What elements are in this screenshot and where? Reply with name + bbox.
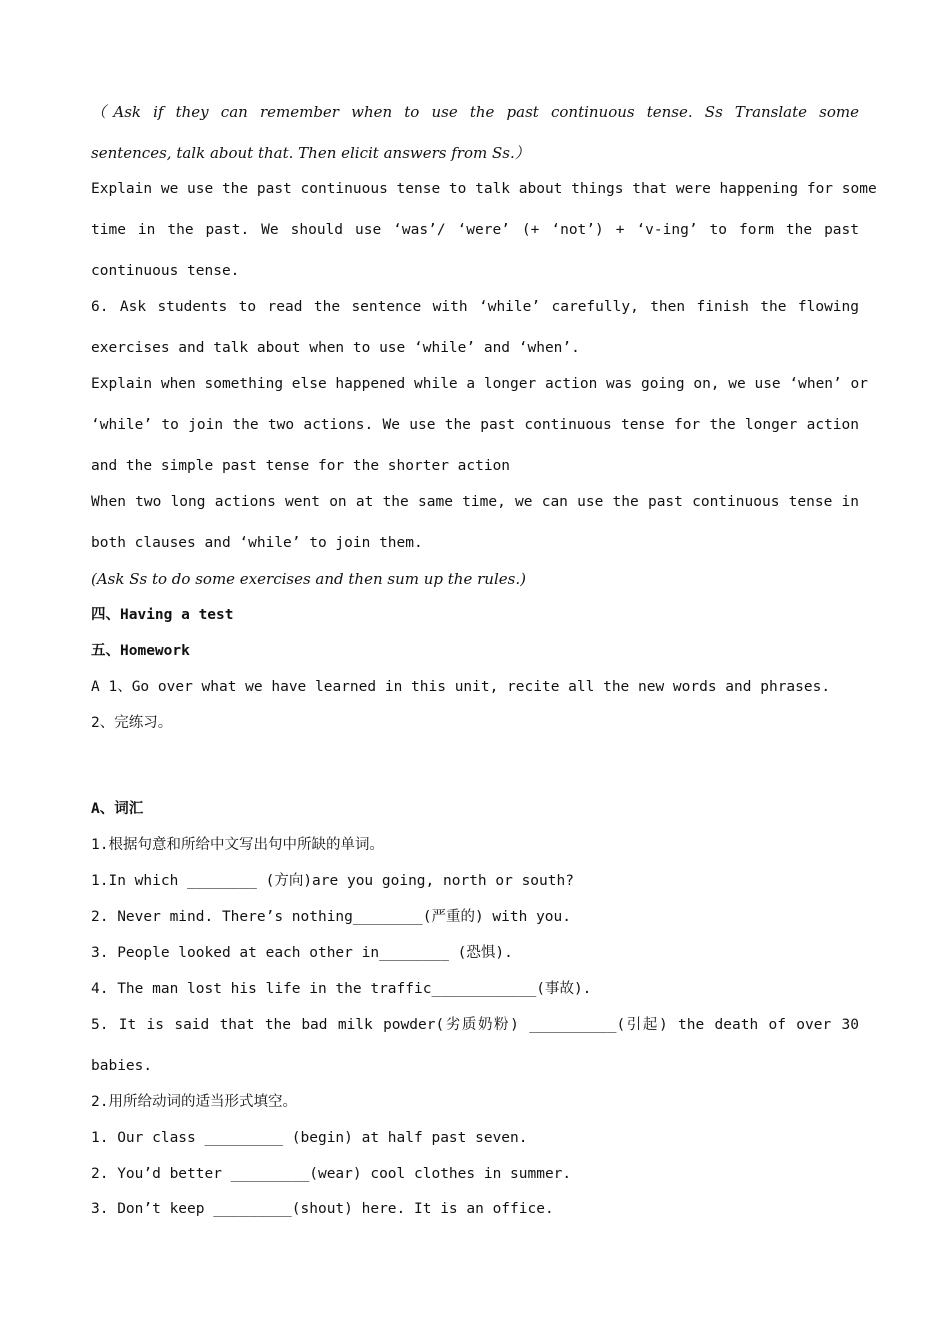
- teacher-note-line-2: sentences, talk about that. Then elicit answers from Ss.）: [91, 144, 530, 162]
- teacher-note-line-1: （Ask if they can remember when to use the past continuous tense. Ss Translate some: [91, 103, 859, 121]
- exercise-2-question-3: 3. Don’t keep _________(shout) here. It is an office.: [91, 1201, 554, 1217]
- exercise-1-question-5-line-1: 5. It is said that the bad milk powder(劣质奶粉) __________(引起) the death of over 30: [91, 1017, 859, 1033]
- exercise-2-question-2: 2. You’d better _________(wear) cool clothes in summer.: [91, 1166, 572, 1182]
- two-long-actions-line-1: When two long actions went on at the same time, we can use the past continuous tense in: [91, 494, 859, 510]
- exercise-2-title: 2.用所给动词的适当形式填空。: [91, 1094, 297, 1110]
- exercise-1-question-2: 2. Never mind. There’s nothing________(严重的) with you.: [91, 909, 571, 925]
- section-test-heading: 四、Having a test: [91, 607, 234, 623]
- step-6-line-1: 6. Ask students to read the sentence with ‘while’ carefully, then finish the flowing: [91, 299, 859, 315]
- explain-past-continuous-line-1: Explain we use the past continuous tense to talk about things that were happening for some: [91, 181, 877, 197]
- exercise-1-title: 1.根据句意和所给中文写出句中所缺的单词。: [91, 837, 384, 853]
- explain-past-continuous-line-2: time in the past. We should use ‘was’/ ‘were’ (+ ‘not’) + ‘v-ing’ to form the past: [91, 222, 859, 238]
- homework-item-1: A 1、Go over what we have learned in this unit, recite all the new words and phrases.: [91, 679, 831, 695]
- explain-when-while-line-3: and the simple past tense for the shorter action: [91, 458, 511, 474]
- exercise-1-question-1: 1.In which ________ (方向)are you going, north or south?: [91, 873, 574, 889]
- step-6-line-2: exercises and talk about when to use ‘while’ and ‘when’.: [91, 340, 580, 356]
- homework-item-2: 2、完练习。: [91, 715, 173, 731]
- exercise-1-question-5-line-2: babies.: [91, 1058, 153, 1074]
- exercise-1-question-3: 3. People looked at each other in________ (恐惧).: [91, 945, 513, 961]
- exercise-note: (Ask Ss to do some exercises and then sum up the rules.): [91, 570, 526, 588]
- vocabulary-heading: A、词汇: [91, 801, 144, 817]
- exercise-2-question-1: 1. Our class _________ (begin) at half past seven.: [91, 1130, 528, 1146]
- explain-past-continuous-line-3: continuous tense.: [91, 263, 240, 279]
- explain-when-while-line-1: Explain when something else happened while a longer action was going on, we use ‘when’ or: [91, 376, 868, 392]
- two-long-actions-line-2: both clauses and ‘while’ to join them.: [91, 535, 423, 551]
- exercise-1-question-4: 4. The man lost his life in the traffic____________(事故).: [91, 981, 592, 997]
- explain-when-while-line-2: ‘while’ to join the two actions. We use the past continuous tense for the longer action: [91, 417, 859, 433]
- section-homework-heading: 五、Homework: [91, 643, 190, 659]
